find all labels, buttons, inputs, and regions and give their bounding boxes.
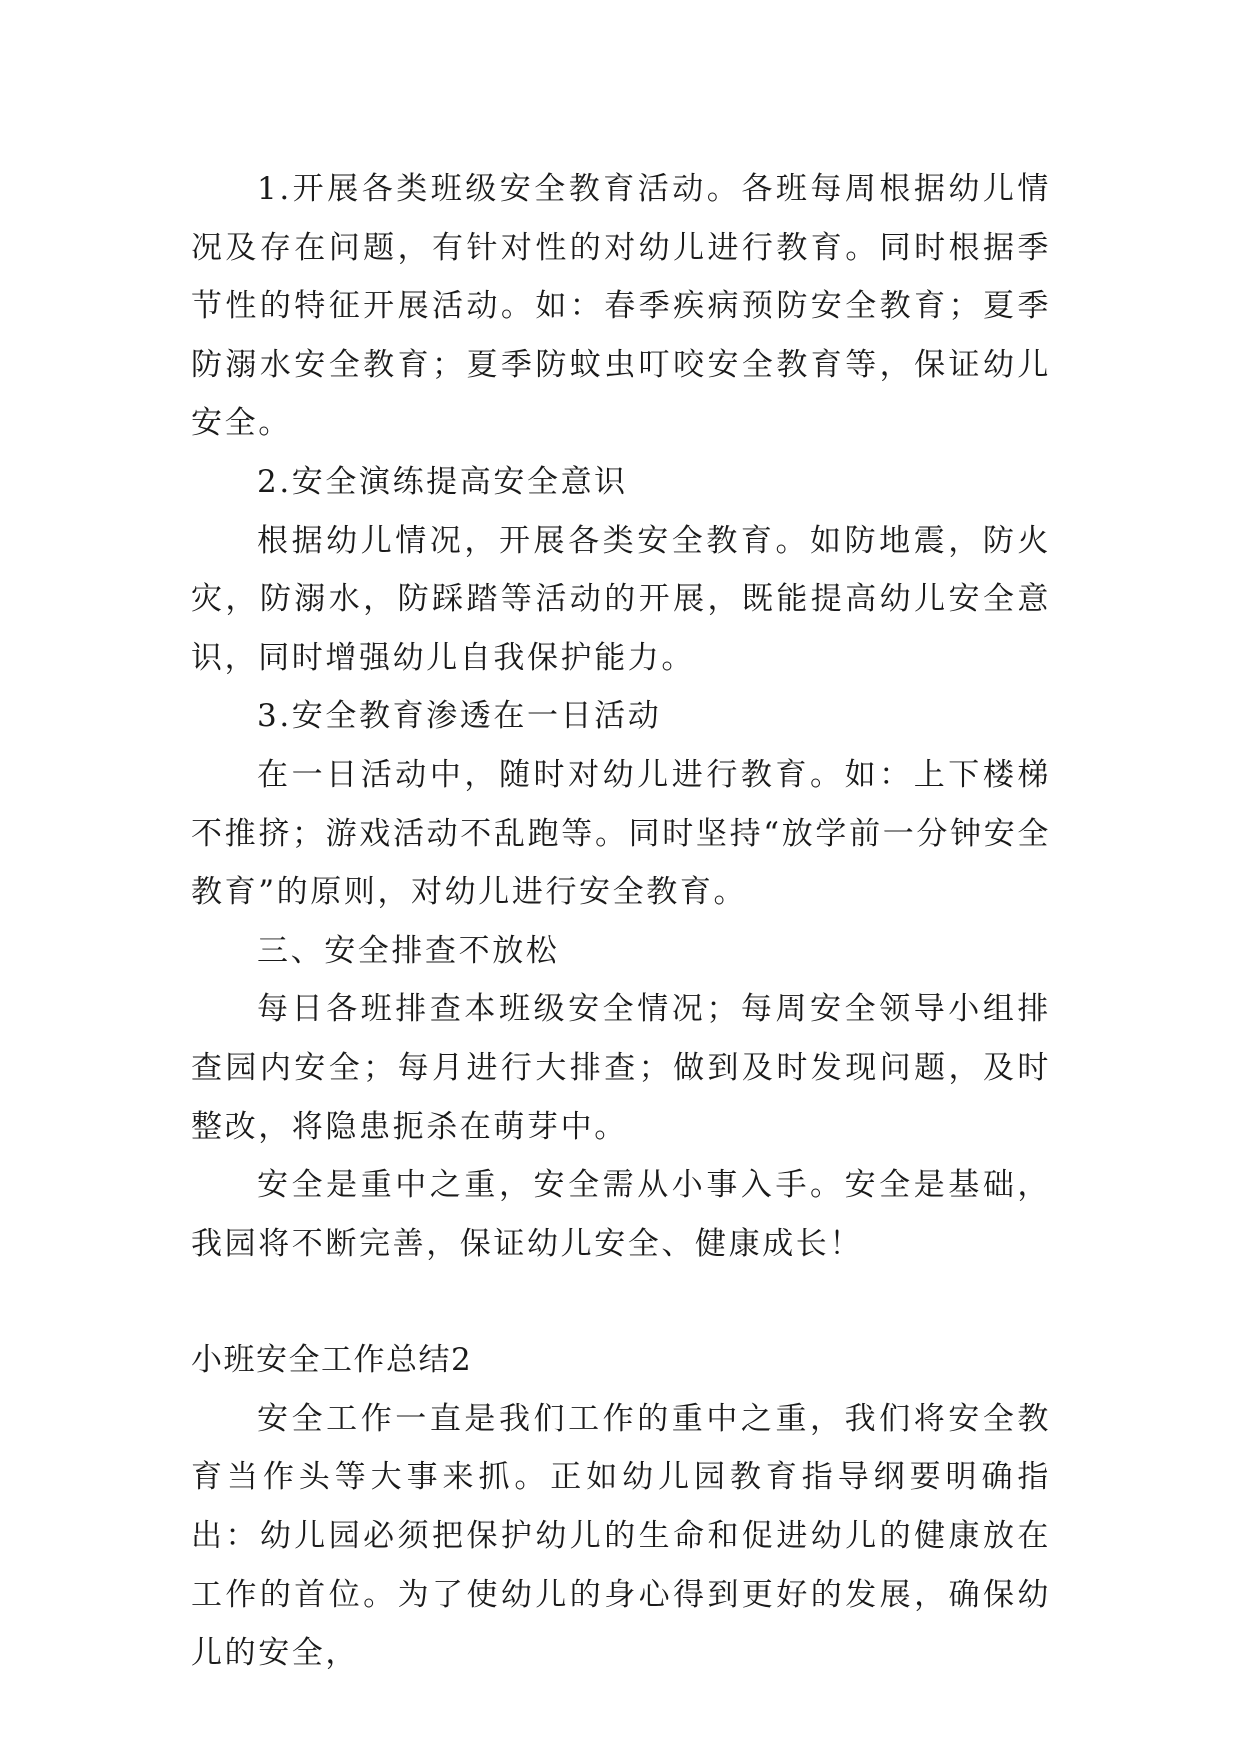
paragraph-safety-drill-heading: 2.安全演练提高安全意识 [257,463,628,500]
paragraph-section-intro: 安全工作一直是我们工作的重中之重，我们将安全教育当作头等大事来抓。正如幼儿园教育指导纲要明确指出：幼儿园必须把保护幼儿的生命和促进幼儿的健康放在工作的首位。为了使幼儿的身心得到更好的发展，确保幼儿的安全， [191,1400,1051,1672]
paragraph-daily-activity-heading: 3.安全教育渗透在一日活动 [257,698,662,735]
paragraph-inspection-heading: 三、安全排查不放松 [257,932,560,969]
paragraph-conclusion: 安全是重中之重，安全需从小事入手。安全是基础，我园将不断完善，保证幼儿安全、健康成长！ [191,1167,1051,1262]
paragraph-safety-drill: 根据幼儿情况，开展各类安全教育。如防地震，防火灾，防溺水，防踩踏等活动的开展，既能提高幼儿安全意识，同时增强幼儿自我保护能力。 [191,522,1051,676]
document-body [191,160,1051,1683]
section-title: 小班安全工作总结2 [191,1342,473,1379]
paragraph-daily-activity: 在一日活动中，随时对幼儿进行教育。如：上下楼梯不推挤；游戏活动不乱跑等。同时坚持“放学前一分钟安全教育”的原则，对幼儿进行安全教育。 [191,756,1051,911]
paragraph-class-safety-activities: 1.开展各类班级安全教育活动。各班每周根据幼儿情况及存在问题，有针对性的对幼儿进行教育。同时根据季节性的特征开展活动。如：春季疾病预防安全教育；夏季防溺水安全教育；夏季防蚊虫叮咬安全教育等，保证幼儿安全。 [191,171,1051,442]
section-gap [191,1273,1051,1331]
paragraph-inspection: 每日各班排查本班级安全情况；每周安全领导小组排查园内安全；每月进行大排查；做到及时发现问题，及时整改，将隐患扼杀在萌芽中。 [191,991,1051,1145]
